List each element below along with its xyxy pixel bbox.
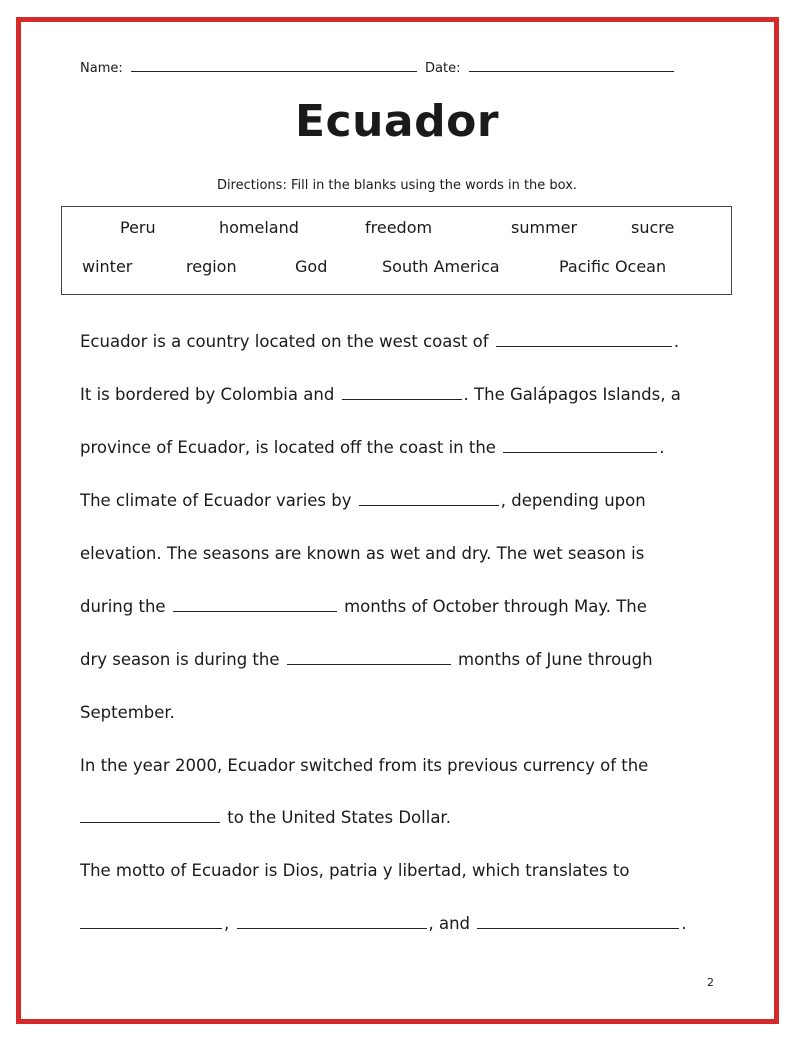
passage-text: . (673, 332, 680, 351)
word-bank-item: freedom (365, 218, 433, 237)
passage-line-7 (80, 650, 653, 669)
name-label: Name: (80, 61, 123, 76)
word-bank-item: Peru (120, 218, 156, 237)
name-date-line (80, 58, 674, 76)
passage-line-11: The motto of Ecuador is Dios, patria y libertad, which translates to (80, 861, 630, 880)
name-field[interactable] (131, 58, 417, 72)
passage-text: , (224, 914, 230, 933)
passage-text: , depending upon (500, 491, 646, 510)
word-bank-item: Pacific Ocean (559, 257, 667, 276)
blank-7[interactable] (80, 808, 220, 823)
passage-text: months of June through (458, 650, 653, 669)
passage-text: months of October through May. The (344, 597, 647, 616)
word-bank-item: South America (382, 257, 500, 276)
date-label: Date: (425, 61, 461, 76)
word-bank-box (61, 206, 732, 295)
passage-text: . (681, 914, 687, 933)
blank-6[interactable] (287, 650, 451, 665)
passage-line-3 (80, 438, 664, 457)
word-bank-item: region (186, 257, 237, 276)
passage-line-4 (80, 491, 646, 510)
passage-line-10 (80, 808, 451, 827)
passage-line-9: In the year 2000, Ecuador switched from its previous currency of the (80, 756, 649, 775)
passage-text: . (659, 438, 665, 457)
passage-text: It is bordered by Colombia and (80, 385, 335, 404)
passage-text: Ecuador is a country located on the west coast of (80, 332, 489, 351)
passage-line-1 (80, 332, 679, 351)
word-bank-item: winter (82, 257, 133, 276)
blank-4[interactable] (359, 491, 499, 506)
passage-line-6 (80, 597, 647, 616)
passage-text: dry season is during the (80, 650, 280, 669)
blank-5[interactable] (173, 597, 337, 612)
blank-1[interactable] (496, 332, 672, 347)
page-number: 2 (707, 976, 714, 989)
blank-8[interactable] (80, 914, 222, 929)
page-title: Ecuador (294, 96, 500, 147)
passage-line-12 (80, 914, 687, 933)
passage-text: province of Ecuador, is located off the coast in the (80, 438, 496, 457)
passage-line-5: elevation. The seasons are known as wet and dry. The wet season is (80, 544, 645, 563)
blank-10[interactable] (477, 914, 679, 929)
word-bank-item: homeland (219, 218, 299, 237)
date-field[interactable] (469, 58, 674, 72)
passage-text: . The Galápagos Islands, a (463, 385, 681, 404)
word-bank-item: sucre (631, 218, 675, 237)
word-bank-item: summer (511, 218, 578, 237)
passage-text: , and (428, 914, 471, 933)
passage-line-8: September. (80, 703, 175, 722)
directions-text: Directions: Fill in the blanks using the words in the box. (216, 178, 578, 193)
blank-9[interactable] (237, 914, 427, 929)
passage-text: The climate of Ecuador varies by (80, 491, 352, 510)
word-bank-item: God (295, 257, 328, 276)
passage-text: to the United States Dollar. (227, 808, 451, 827)
passage-text: during the (80, 597, 166, 616)
blank-2[interactable] (342, 385, 462, 400)
blank-3[interactable] (503, 438, 657, 453)
passage-line-2 (80, 385, 681, 404)
